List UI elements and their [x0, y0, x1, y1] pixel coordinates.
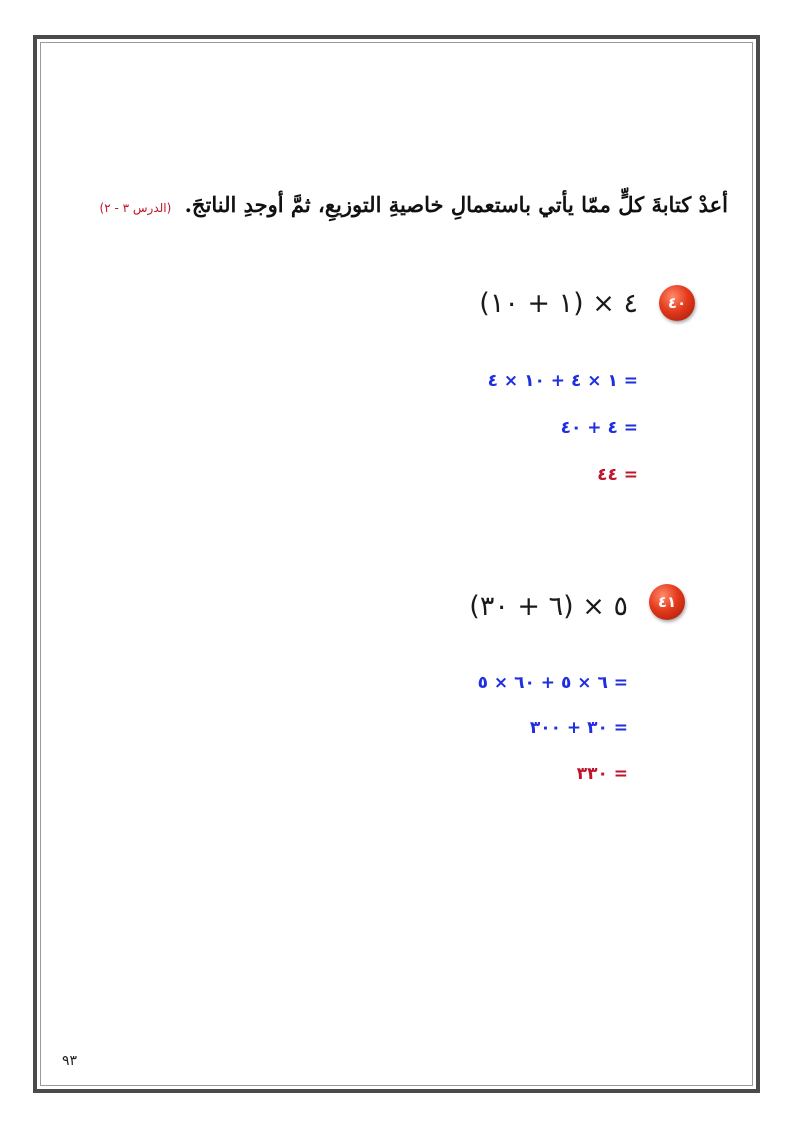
- problem-number-badge: ٤١: [649, 584, 685, 620]
- page-number: ٩٣: [62, 1053, 78, 1069]
- solution-step: ٣٠ + ٣٠٠ =: [529, 718, 628, 738]
- solution-step: ٦ × ٥ + ٦٠ × ٥ =: [477, 673, 628, 693]
- solution-answer: ٣٣٠ =: [576, 764, 628, 784]
- problem-expression: (١ + ١٠) × ٤: [479, 288, 638, 319]
- instruction-heading: [100, 192, 728, 217]
- instruction-text: أعدْ كتابةَ كلٍّ ممّا يأتي باستعمالِ خاصيةِ التوزيعِ، ثمَّ أوجدِ الناتجَ.: [184, 192, 728, 217]
- problem-expression: (٦ + ٣٠) × ٥: [469, 591, 628, 622]
- solution-step: ٤ + ٤٠ =: [560, 418, 638, 438]
- lesson-reference: (الدرس ٣ - ٢): [99, 201, 172, 215]
- solution-answer: ٤٤ =: [597, 465, 638, 485]
- problem-number-badge: ٤٠: [659, 285, 695, 321]
- solution-step: ١ × ٤ + ١٠ × ٤ =: [487, 371, 638, 391]
